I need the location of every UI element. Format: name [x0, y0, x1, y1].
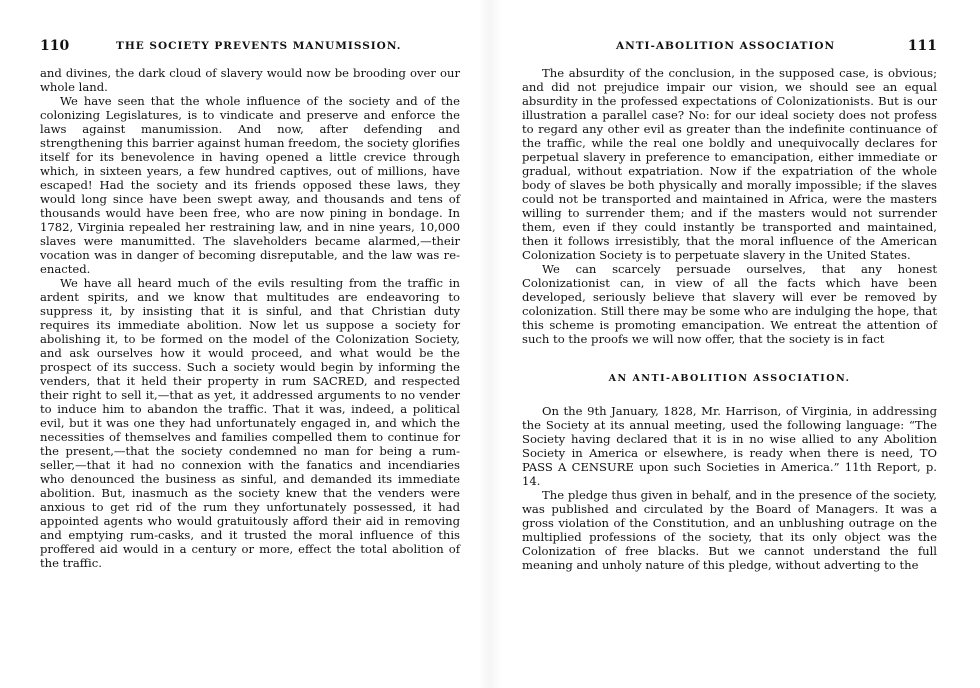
right-paragraph: The absurdity of the conclusion, in the supposed case, is obvious; and did not prejudice impair our vision, we should see an equal absurdity in the professed expectations of Colonizationists. But is our illustration a parallel case? No: for our ideal society does not profess to regard any other evil as greater than the indefinite continuance of the traffic, while the real one boldly and unequivocally declares for perpetual slavery in preference to emancipation, either immediate or gradual, without expatriation. Now if the expatriation of the whole body of slaves be both physically and morally impossible; if the slaves could not be transported and maintained in Africa, were the masters willing to surrender them; and if the masters would not surrender them, even if they could instantly be transported and maintained, then it follows irresistibly, that the moral influence of the American Colonization Society is to perpetuate slavery in the United States. — [522, 66, 937, 262]
right-paragraph: The pledge thus given in behalf, and in the presence of the society, was published and circulated by the Board of Managers. It was a gross violation of the Constitution, and an unblushing outrage on the multiplied professions of the society, that its only object was the Colonization of free blacks. But we cannot understand the full meaning and unholy nature of this pledge, without adverting to the — [522, 488, 937, 572]
right-running-title: ANTI-ABOLITION ASSOCIATION — [616, 40, 836, 52]
right-page — [490, 0, 980, 688]
right-body-text — [522, 66, 937, 572]
left-paragraph: We have all heard much of the evils resulting from the traffic in ardent spirits, and we know that multitudes are endeavoring to suppress it, by insisting that it is sinful, and that Christian duty requires its immediate abolition. Now let us suppose a society for abolishing it, to be formed on the model of the Colonization Society, and ask ourselves how it would proceed, and what would be the prospect of its success. Such a society would begin by informing the venders, that it held their property in rum SACRED, and respected their right to sell it,—that as yet, it addressed arguments to no vender to induce him to abandon the traffic. That it was, indeed, a political evil, but it was one they had unfortunately engaged in, and which the necessities of themselves and families compelled them to continue for the present,—that the society condemned no man for being a rum-seller,—that it had no connexion with the fanatics and incendiaries who denounced the business as sinful, and demanded its immediate abolition. But, inasmuch as the society knew that the venders were anxious to get rid of the rum they unfortunately possessed, it had appointed agents who would gratuitously afford their aid in removing and emptying rum-casks, and it trusted the moral influence of this proffered aid would in a century or more, effect the total abolition of the traffic. — [40, 276, 460, 570]
left-page-number: 110 — [40, 38, 70, 54]
left-running-title: THE SOCIETY PREVENTS MANUMISSION. — [116, 40, 402, 52]
left-paragraph: We have seen that the whole influence of the society and of the colonizing Legislatures, is to vindicate and preserve and enforce the laws against manumission. And now, after defending and strengthening this barrier against human freedom, the society glorifies itself for its benevolence in having opened a little crevice through which, in sixteen years, a few hundred captives, out of millions, have escaped! Had the society and its friends opposed these laws, they would long since have been swept away, and thousands and tens of thousands would have been free, who are now pining in bondage. In 1782, Virginia repealed her restraining law, and in nine years, 10,000 slaves were manumitted. The slaveholders became alarmed,—their vocation was in danger of becoming disreputable, and the law was re-enacted. — [40, 94, 460, 276]
left-paragraph: and divines, the dark cloud of slavery would now be brooding over our whole land. — [40, 66, 460, 94]
left-body-text — [40, 66, 460, 570]
right-paragraph: On the 9th January, 1828, Mr. Harrison, of Virginia, in addressing the Society at its annual meeting, used the following language: “The Society having declared that it is in no wise allied to any Abolition Society in America or elsewhere, is ready when there is need, TO PASS A CENSURE upon such Societies in America.” 11th Report, p. 14. — [522, 404, 937, 488]
right-page-number: 111 — [907, 38, 937, 54]
right-running-head — [522, 40, 937, 58]
right-paragraph: We can scarcely persuade ourselves, that any honest Colonizationist can, in view of all the facts which have been developed, seriously believe that slavery will ever be removed by colonization. Still there may be some who are indulging the hope, that this scheme is promoting emancipation. We entreat the attention of such to the proofs we will now offer, that the society is in fact — [522, 262, 937, 346]
left-running-head — [40, 40, 458, 58]
section-heading: AN ANTI-ABOLITION ASSOCIATION. — [608, 373, 851, 384]
